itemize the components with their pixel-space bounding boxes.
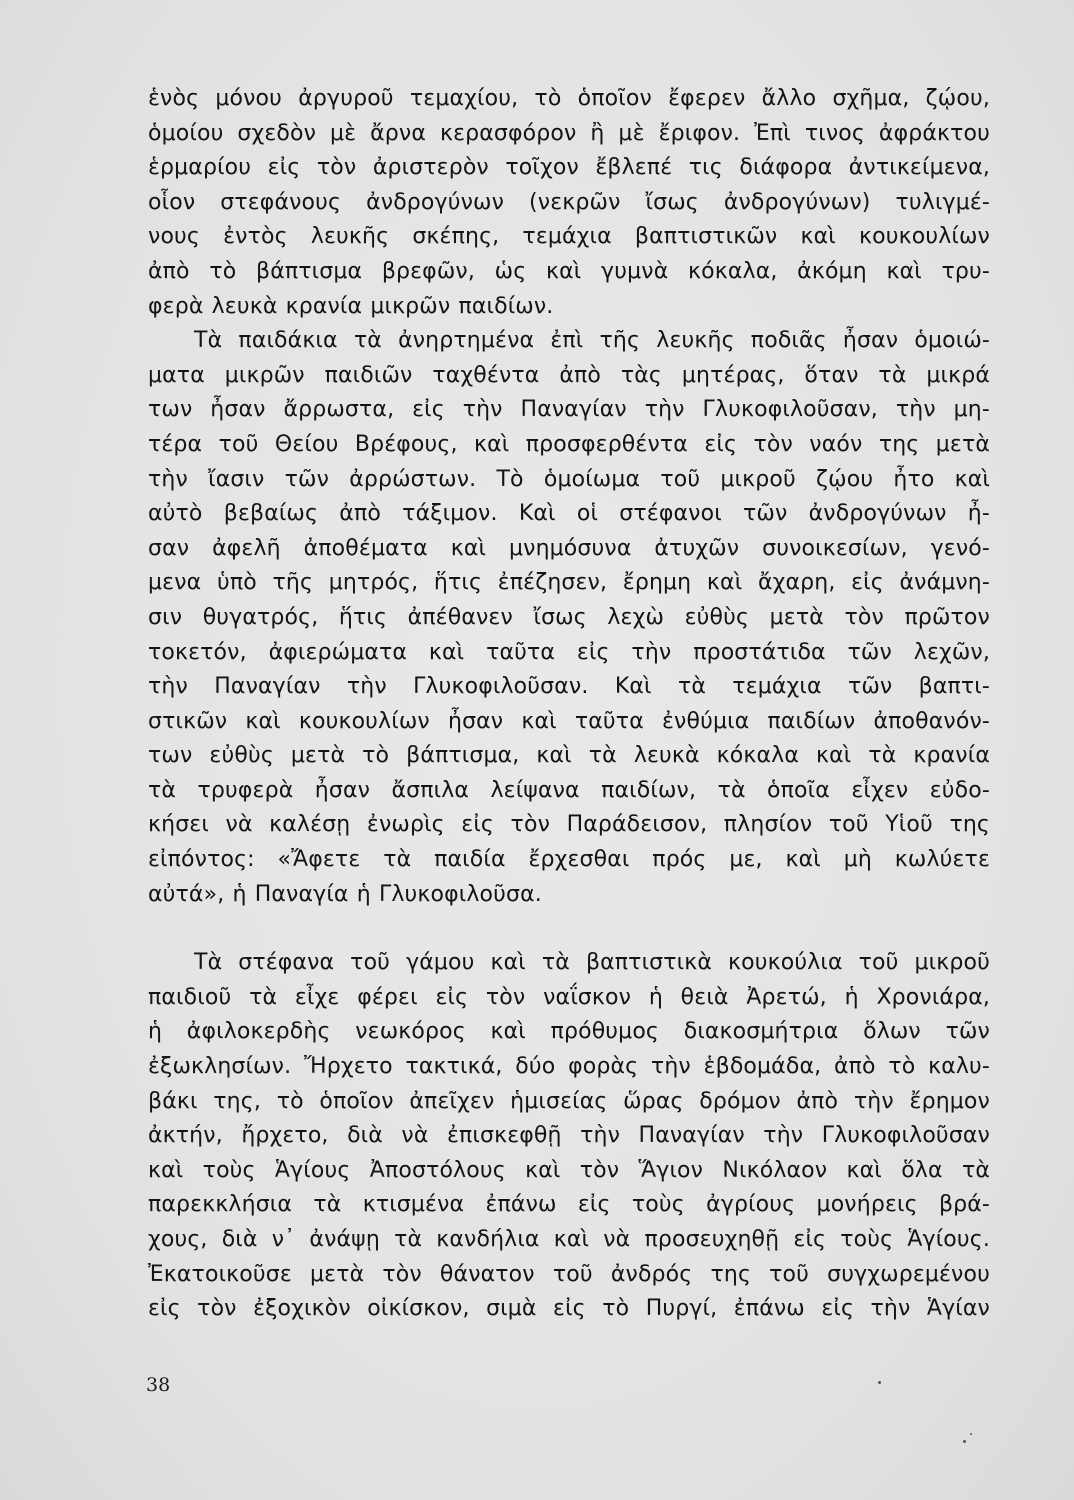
text-line: εἰς τὸν ἐξοχικὸν οἰκίσκον, σιμὰ εἰς τὸ Πυργί, ἐπάνω εἰς τὴν Ἁγίαν <box>148 1296 990 1322</box>
text-line: ἡ ἀφιλοκερδὴς νεωκόρος καὶ πρόθυμος διακοσμήτρια ὅλων τῶν <box>148 1019 990 1045</box>
text-line: ματα μικρῶν παιδιῶν ταχθέντα ἀπὸ τὰς μητέρας, ὅταν τὰ μικρά <box>148 362 990 388</box>
text-line: οἷον στεφάνους ἀνδρογύνων (νεκρῶν ἴσως ἀνδρογύνων) τυλιγμέ- <box>148 189 990 215</box>
text-line: παιδιοῦ τὰ εἶχε φέρει εἰς τὸν ναΐσκον ἡ θειὰ Ἀρετώ, ἡ Χρονιάρα, <box>148 984 990 1010</box>
text-line: ἑνὸς μόνου ἀργυροῦ τεμαχίου, τὸ ὁποῖον ἔφερεν ἄλλο σχῆμα, ζῴου, <box>148 86 990 111</box>
text-line: σιν θυγατρός, ἥτις ἀπέθανεν ἴσως λεχὼ εὐθὺς μετὰ τὸν πρῶτον <box>148 604 990 630</box>
paragraph-1 <box>148 82 990 324</box>
paragraph-2 <box>148 324 990 912</box>
text-line: τέρα τοῦ Θείου Βρέφους, καὶ προσφερθέντα εἰς τὸν ναόν της μετὰ <box>148 431 990 457</box>
text-line: κήσει νὰ καλέσῃ ἐνωρὶς εἰς τὸν Παράδεισον, πλησίον τοῦ Υἱοῦ της <box>148 812 990 838</box>
text-line: αὐτὸ βεβαίως ἀπὸ τάξιμον. Καὶ οἱ στέφανοι τῶν ἀνδρογύνων ἦ- <box>148 501 990 527</box>
text-line: ἑρμαρίου εἰς τὸν ἀριστερὸν τοῖχον ἔβλεπέ τις διάφορα ἀντικείμενα, <box>148 155 990 181</box>
paper-speck <box>878 1381 881 1384</box>
text-line: τὴν ἴασιν τῶν ἀρρώστων. Τὸ ὁμοίωμα τοῦ μικροῦ ζῴου ἦτο καὶ <box>148 466 990 492</box>
text-line: τὴν Παναγίαν τὴν Γλυκοφιλοῦσαν. Καὶ τὰ τεμάχια τῶν βαπτι- <box>148 674 990 700</box>
text-line: των ἦσαν ἄρρωστα, εἰς τὴν Παναγίαν τὴν Γλυκοφιλοῦσαν, τὴν μη- <box>148 397 990 423</box>
text-line: στικῶν καὶ κουκουλίων ἦσαν καὶ ταῦτα ἐνθύμια παιδίων ἀποθανόν- <box>148 708 990 734</box>
text-line: φερὰ λευκὰ κρανία μικρῶν παιδίων. <box>148 293 554 319</box>
paragraph-3 <box>148 946 990 1327</box>
text-line: νους ἐντὸς λευκῆς σκέπης, τεμάχια βαπτιστικῶν καὶ κουκουλίων <box>148 224 990 250</box>
text-line: των εὐθὺς μετὰ τὸ βάπτισμα, καὶ τὰ λευκὰ κόκαλα καὶ τὰ κρανία <box>148 743 990 769</box>
text-line: βάκι της, τὸ ὁποῖον ἀπεῖχεν ἡμισείας ὥρας δρόμον ἀπὸ τὴν ἔρημον <box>148 1088 990 1114</box>
text-line: Τὰ παιδάκια τὰ ἀνηρτημένα ἐπὶ τῆς λευκῆς ποδιᾶς ἦσαν ὁμοιώ- <box>194 328 990 354</box>
text-line: Ἐκατοικοῦσε μετὰ τὸν θάνατον τοῦ ἀνδρός της τοῦ συγχωρεμένου <box>148 1261 990 1287</box>
text-line: σαν ἀφελῆ ἀποθέματα καὶ μνημόσυνα ἀτυχῶν συνοικεσίων, γενό- <box>148 535 990 561</box>
text-line: εἰπόντος: «Ἄφετε τὰ παιδία ἔρχεσθαι πρός με, καὶ μὴ κωλύετε <box>148 847 990 873</box>
text-line: τοκετόν, ἀφιερώματα καὶ ταῦτα εἰς τὴν προστάτιδα τῶν λεχῶν, <box>148 639 990 665</box>
text-line: ἀκτήν, ἤρχετο, διὰ νὰ ἐπισκεφθῇ τὴν Παναγίαν τὴν Γλυκοφιλοῦσαν <box>148 1123 990 1149</box>
text-line: ἐξωκλησίων. Ἤρχετο τακτικά, δύο φορὰς τὴν ἑβδομάδα, ἀπὸ τὸ καλυ- <box>148 1054 990 1080</box>
text-line: ὁμοίου σχεδὸν μὲ ἄρνα κερασφόρον ἢ μὲ ἔριφον. Ἐπὶ τινος ἀφράκτου <box>148 120 990 146</box>
text-line: μενα ὑπὸ τῆς μητρός, ἥτις ἐπέζησεν, ἔρημη καὶ ἄχαρη, εἰς ἀνάμνη- <box>148 570 990 596</box>
text-line: ἀπὸ τὸ βάπτισμα βρεφῶν, ὡς καὶ γυμνὰ κόκαλα, ἀκόμη καὶ τρυ- <box>148 258 990 284</box>
text-line: Τὰ στέφανα τοῦ γάμου καὶ τὰ βαπτιστικὰ κουκούλια τοῦ μικροῦ <box>194 950 990 976</box>
text-line: χους, διὰ ν᾽ ἀνάψῃ τὰ κανδήλια καὶ νὰ προσευχηθῇ εἰς τοὺς Ἁγίους. <box>148 1227 990 1252</box>
text-line: παρεκκλήσια τὰ κτισμένα ἐπάνω εἰς τοὺς ἀγρίους μονήρεις βρά- <box>148 1192 990 1218</box>
body-text <box>148 82 990 1327</box>
page-number: 38 <box>146 1374 171 1396</box>
paper-speck <box>963 1440 966 1443</box>
paper-speck <box>970 1433 972 1435</box>
text-line: αὐτά», ἡ Παναγία ἡ Γλυκοφιλοῦσα. <box>148 881 542 907</box>
text-line: τὰ τρυφερὰ ἦσαν ἄσπιλα λείψανα παιδίων, τὰ ὁποῖα εἶχεν εὐδο- <box>148 777 990 803</box>
text-line: καὶ τοὺς Ἁγίους Ἀποστόλους καὶ τὸν Ἅγιον Νικόλαον καὶ ὅλα τὰ <box>148 1157 990 1183</box>
